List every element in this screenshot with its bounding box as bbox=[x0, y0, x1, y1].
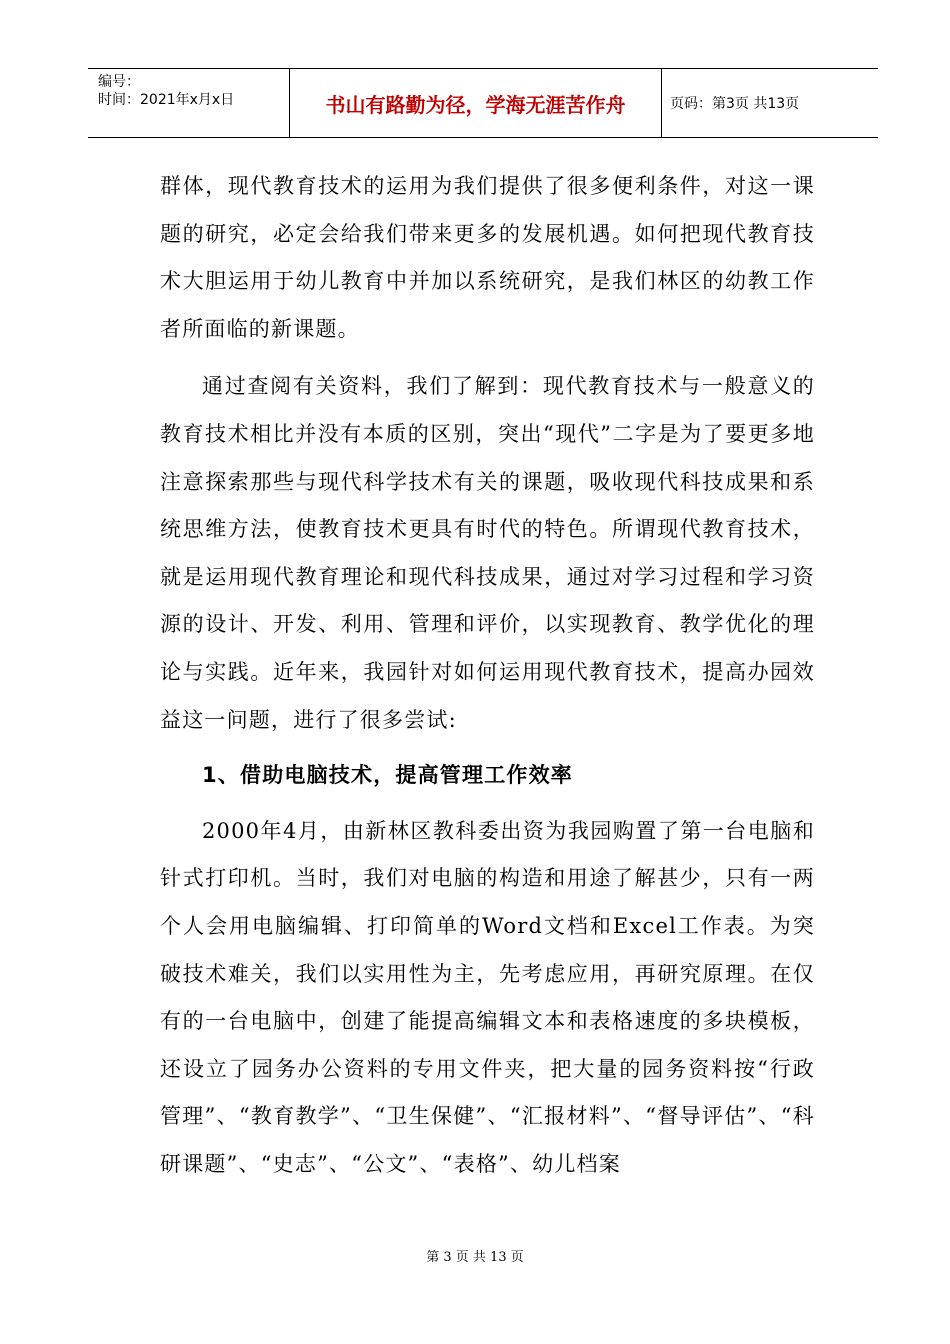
page-footer: 第 3 页 共 13 页 bbox=[426, 1250, 524, 1265]
document-number-label: 编号： bbox=[98, 74, 140, 90]
page-header bbox=[88, 68, 878, 138]
section-heading: 1、借助电脑技术，提高管理工作效率 bbox=[202, 763, 574, 788]
paragraph-modern-tech: 通过查阅有关资料，我们了解到：现代教育技术与一般意义的教育技术相比并没有本质的区别，突出“现代”二字是为了要更多地注意探索那些与现代科学技术有关的课题，吸收现代科技成果和系统思维方法，使教育技术更具有时代的特色。所谓现代教育技术，就是运用现代教育理论和现代科技成果，通过对学习过程和学习资源的设计、开发、利用、管理和评价，以实现教育、教学优化的理论与实践。近年来，我园针对如何运用现代教育技术，提高办园效益这一问题，进行了很多尝试: bbox=[160, 374, 815, 732]
document-time-label: 时间：2021年x月x日 bbox=[98, 92, 235, 108]
document-body bbox=[160, 163, 815, 1188]
header-meta bbox=[88, 69, 289, 137]
paragraph-continuation: 群体，现代教育技术的运用为我们提供了很多便利条件，对这一课题的研究，必定会给我们带来更多的发展机遇。如何把现代教育技术大胆运用于幼儿教育中并加以系统研究，是我们林区的幼教工作者所面临的新课题。 bbox=[160, 174, 815, 341]
paragraph-computer-purchase: 2000年4月，由新林区教科委出资为我园购置了第一台电脑和针式打印机。当时，我们对电脑的构造和用途了解甚少，只有一两个人会用电脑编辑、打印简单的Word文档和Excel工作表。为突破技术难关，我们以实用性为主，先考虑应用，再研究原理。在仅有的一台电脑中，创建了能提高编辑文本和表格速度的多块模板，还设立了园务办公资料的专用文件夹，把大量的园务资料按“行政管理”、“教育教学”、“卫生保健”、“汇报材料”、“督导评估”、“科研课题”、“史志”、“公文”、“表格”、幼儿档案 bbox=[160, 818, 815, 1176]
header-page-info: 页码：第3页 共13页 bbox=[670, 96, 800, 112]
header-motto: 书山有路勤为径，学海无涯苦作舟 bbox=[289, 69, 662, 137]
